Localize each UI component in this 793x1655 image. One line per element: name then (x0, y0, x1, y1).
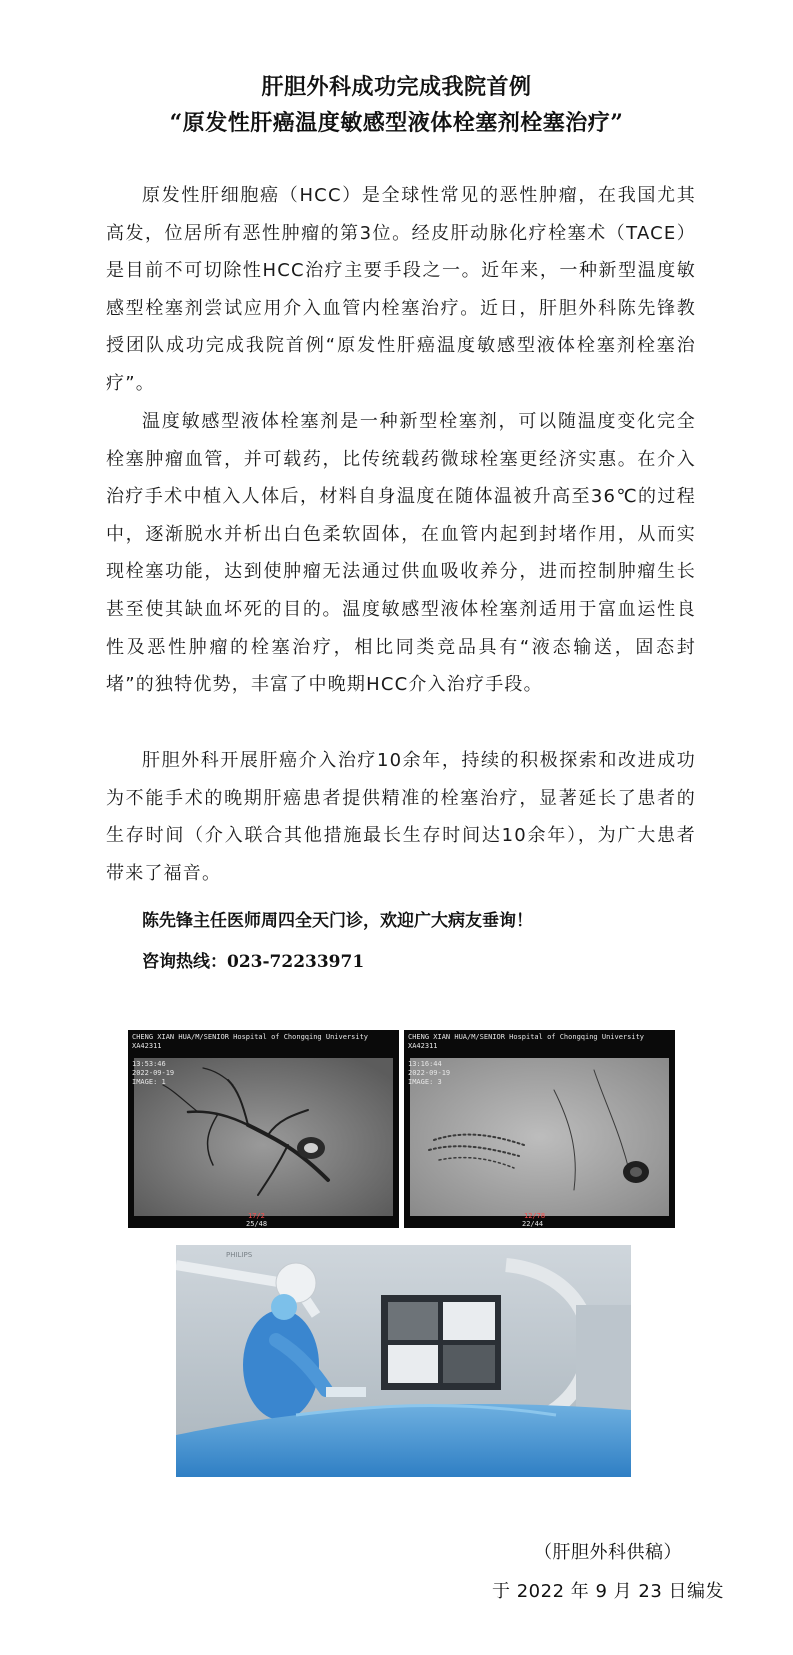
operating-room-drawing (176, 1245, 631, 1477)
clinic-hours-notice: 陈先锋主任医师周四全天门诊，欢迎广大病友垂询！ (142, 911, 533, 931)
xray-right-image-no: IMAGE: 3 (408, 1078, 442, 1086)
angiography-image-left (128, 1030, 399, 1228)
xray-right-frame: 22/44 (522, 1220, 544, 1228)
paragraph-text: 原发性肝细胞癌（HCC）是全球性常见的恶性肿瘤，在我国尤其高发，位居所有恶性肿瘤的第3位。经皮肝动脉化疗栓塞术（TACE）是目前不可切除性HCC治疗主要手段之一。近年来，一种新型温度敏感型栓塞剂尝试应用介入血管内栓塞治疗。近日，肝胆外科陈先锋教授团队成功完成我院首例“原发性肝癌温度敏感型液体栓塞剂栓塞治疗”。 (106, 185, 696, 394)
angiography-image-right (404, 1030, 675, 1228)
xray-left-counter: 17/2 (248, 1212, 265, 1220)
angiography-left-drawing (128, 1030, 399, 1228)
angiography-right-drawing (404, 1030, 675, 1228)
paragraph-text: 肝胆外科开展肝癌介入治疗10余年，持续的积极探索和改进成功为不能手术的晚期肝癌患者提供精准的栓塞治疗，显著延长了患者的生存时间（介入联合其他措施最长生存时间达10余年），为广大患者带来了福音。 (106, 750, 696, 884)
operating-room-photo (176, 1245, 631, 1477)
equipment-brand-label: PHILIPS (226, 1251, 253, 1259)
xray-right-header: CHENG XIAN HUA/M/SENIOR Hospital of Chongqing University (408, 1033, 645, 1041)
angiography-images (128, 1030, 675, 1228)
consultation-hotline: 咨询热线：023-72233971 (142, 952, 365, 972)
xray-left-header: CHENG XIAN HUA/M/SENIOR Hospital of Chongqing University (132, 1033, 369, 1041)
xray-right-counter: 12/78 (524, 1212, 546, 1220)
article-paragraph-3 (106, 742, 696, 892)
article-title-line-1: 肝胆外科成功完成我院首例 (261, 74, 532, 100)
article-paragraph-1 (106, 177, 696, 403)
xray-right-time: 13:16:44 (408, 1060, 442, 1068)
xray-right-date: 2022-09-19 (408, 1069, 451, 1077)
xray-left-date: 2022-09-19 (132, 1069, 175, 1077)
xray-left-time: 13:53:46 (132, 1060, 166, 1068)
article-paragraph-2 (106, 403, 696, 704)
article-title-line-2: “原发性肝癌温度敏感型液体栓塞剂栓塞治疗” (169, 110, 624, 136)
publish-date: 于 2022 年 9 月 23 日编发 (492, 1581, 724, 1602)
xray-left-image-no: IMAGE: 1 (132, 1078, 166, 1086)
xray-right-id: XA42311 (408, 1042, 438, 1050)
xray-left-frame: 25/48 (246, 1220, 268, 1228)
xray-left-id: XA42311 (132, 1042, 162, 1050)
article-source: （肝胆外科供稿） (534, 1542, 682, 1563)
paragraph-text: 温度敏感型液体栓塞剂是一种新型栓塞剂，可以随温度变化完全栓塞肿瘤血管，并可载药，比传统载药微球栓塞更经济实惠。在介入治疗手术中植入人体后，材料自身温度在随体温被升高至36℃的过程中，逐渐脱水并析出白色柔软固体，在血管内起到封堵作用，从而实现栓塞功能，达到使肿瘤无法通过供血吸收养分，进而控制肿瘤生长甚至使其缺血坏死的目的。温度敏感型液体栓塞剂适用于富血运性良性及恶性肿瘤的栓塞治疗，相比同类竞品具有“液态输送，固态封堵”的独特优势，丰富了中晚期HCC介入治疗手段。 (106, 411, 696, 696)
